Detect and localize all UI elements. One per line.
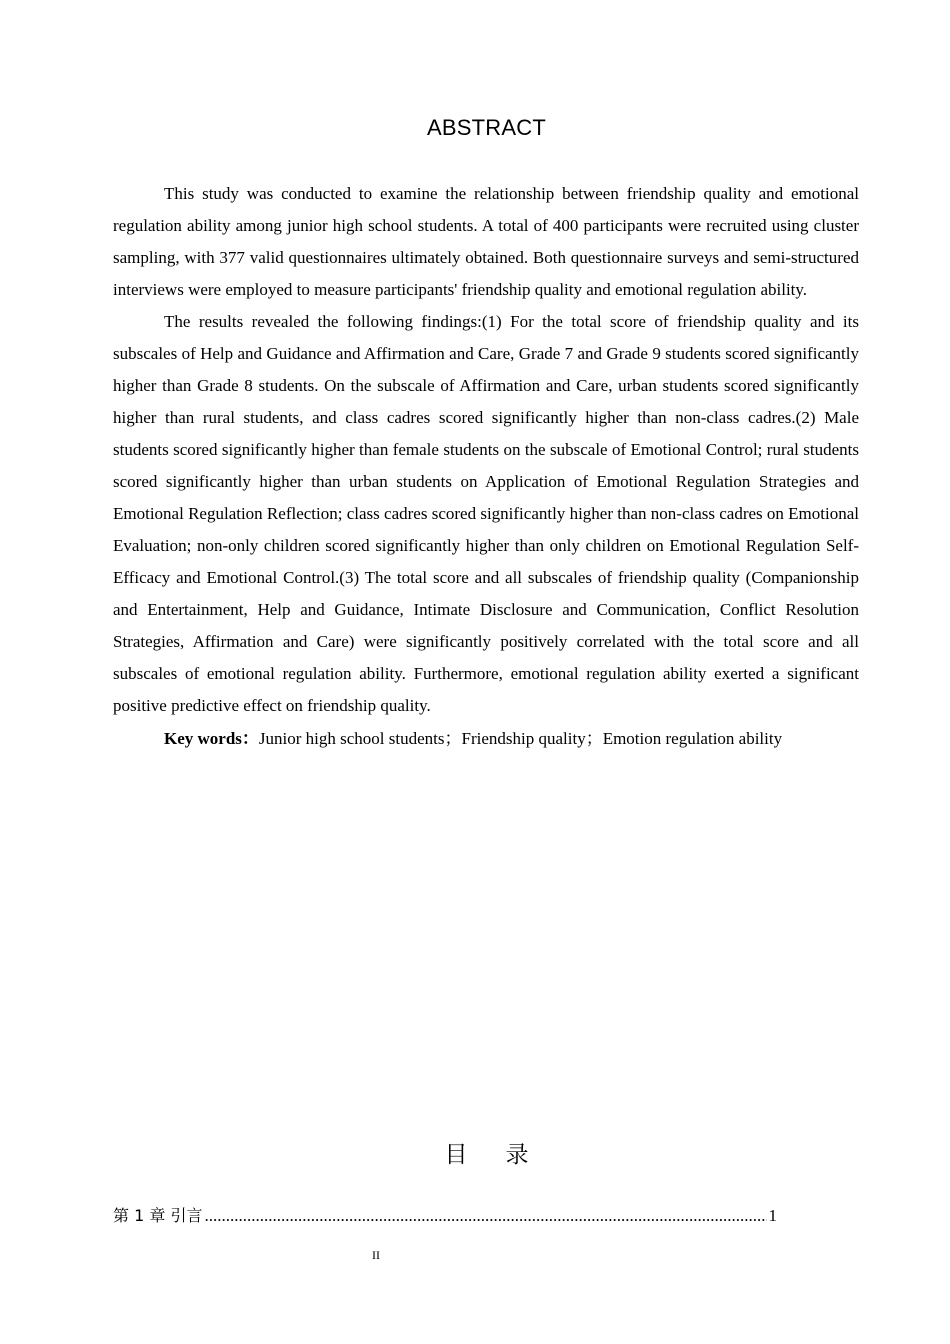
toc-entry[interactable] — [113, 1204, 777, 1228]
abstract-paragraph-2: The results revealed the following findings:(1) For the total score of friendship quality and its subscales of Help and Guidance and Affirmation and Care, Grade 7 and Grade 9 students scored significantly higher than Grade 8 students. On the subscale of Affirmation and Care, urban students scored significantly higher than rural students, and class cadres scored significantly higher than non-class cadres.(2) Male students scored significantly higher than female students on the subscale of Emotional Control; rural students scored significantly higher than urban students on Application of Emotional Regulation Strategies and Emotional Regulation Reflection; class cadres scored significantly higher than non-class cadres on Emotional Evaluation; non-only children scored significantly higher than only children on Emotional Regulation Self-Efficacy and Emotional Control.(3) The total score and all subscales of friendship quality (Companionship and Entertainment, Help and Guidance, Intimate Disclosure and Communication, Conflict Resolution Strategies, Affirmation and Care) were significantly positively correlated with the total score and all subscales of emotional regulation ability. Furthermore, emotional regulation ability exerted a significant positive predictive effect on friendship quality. — [113, 312, 859, 715]
abstract-paragraph-1: This study was conducted to examine the relationship between friendship quality and emotional regulation ability among junior high school students. A total of 400 participants were recruited using cluster sampling, with 377 valid questionnaires ultimately obtained. Both questionnaire surveys and semi-structured interviews were employed to measure participants' friendship quality and emotional regulation ability. — [113, 184, 859, 299]
abstract-title: ABSTRACT — [427, 115, 546, 140]
abstract-body — [113, 178, 859, 755]
keywords-label: Key words： — [164, 729, 259, 748]
toc-entry-page[interactable]: 1 — [768, 1206, 777, 1225]
toc-entry-label[interactable]: 第 1 章 引言 — [113, 1206, 203, 1225]
keywords-text: Junior high school students；Friendship quality；Emotion regulation ability — [258, 729, 783, 748]
keywords-line — [113, 722, 859, 755]
toc-leader-dots — [204, 1204, 766, 1228]
toc-title: 目录 — [444, 1142, 567, 1168]
page-number: II — [372, 1248, 380, 1262]
